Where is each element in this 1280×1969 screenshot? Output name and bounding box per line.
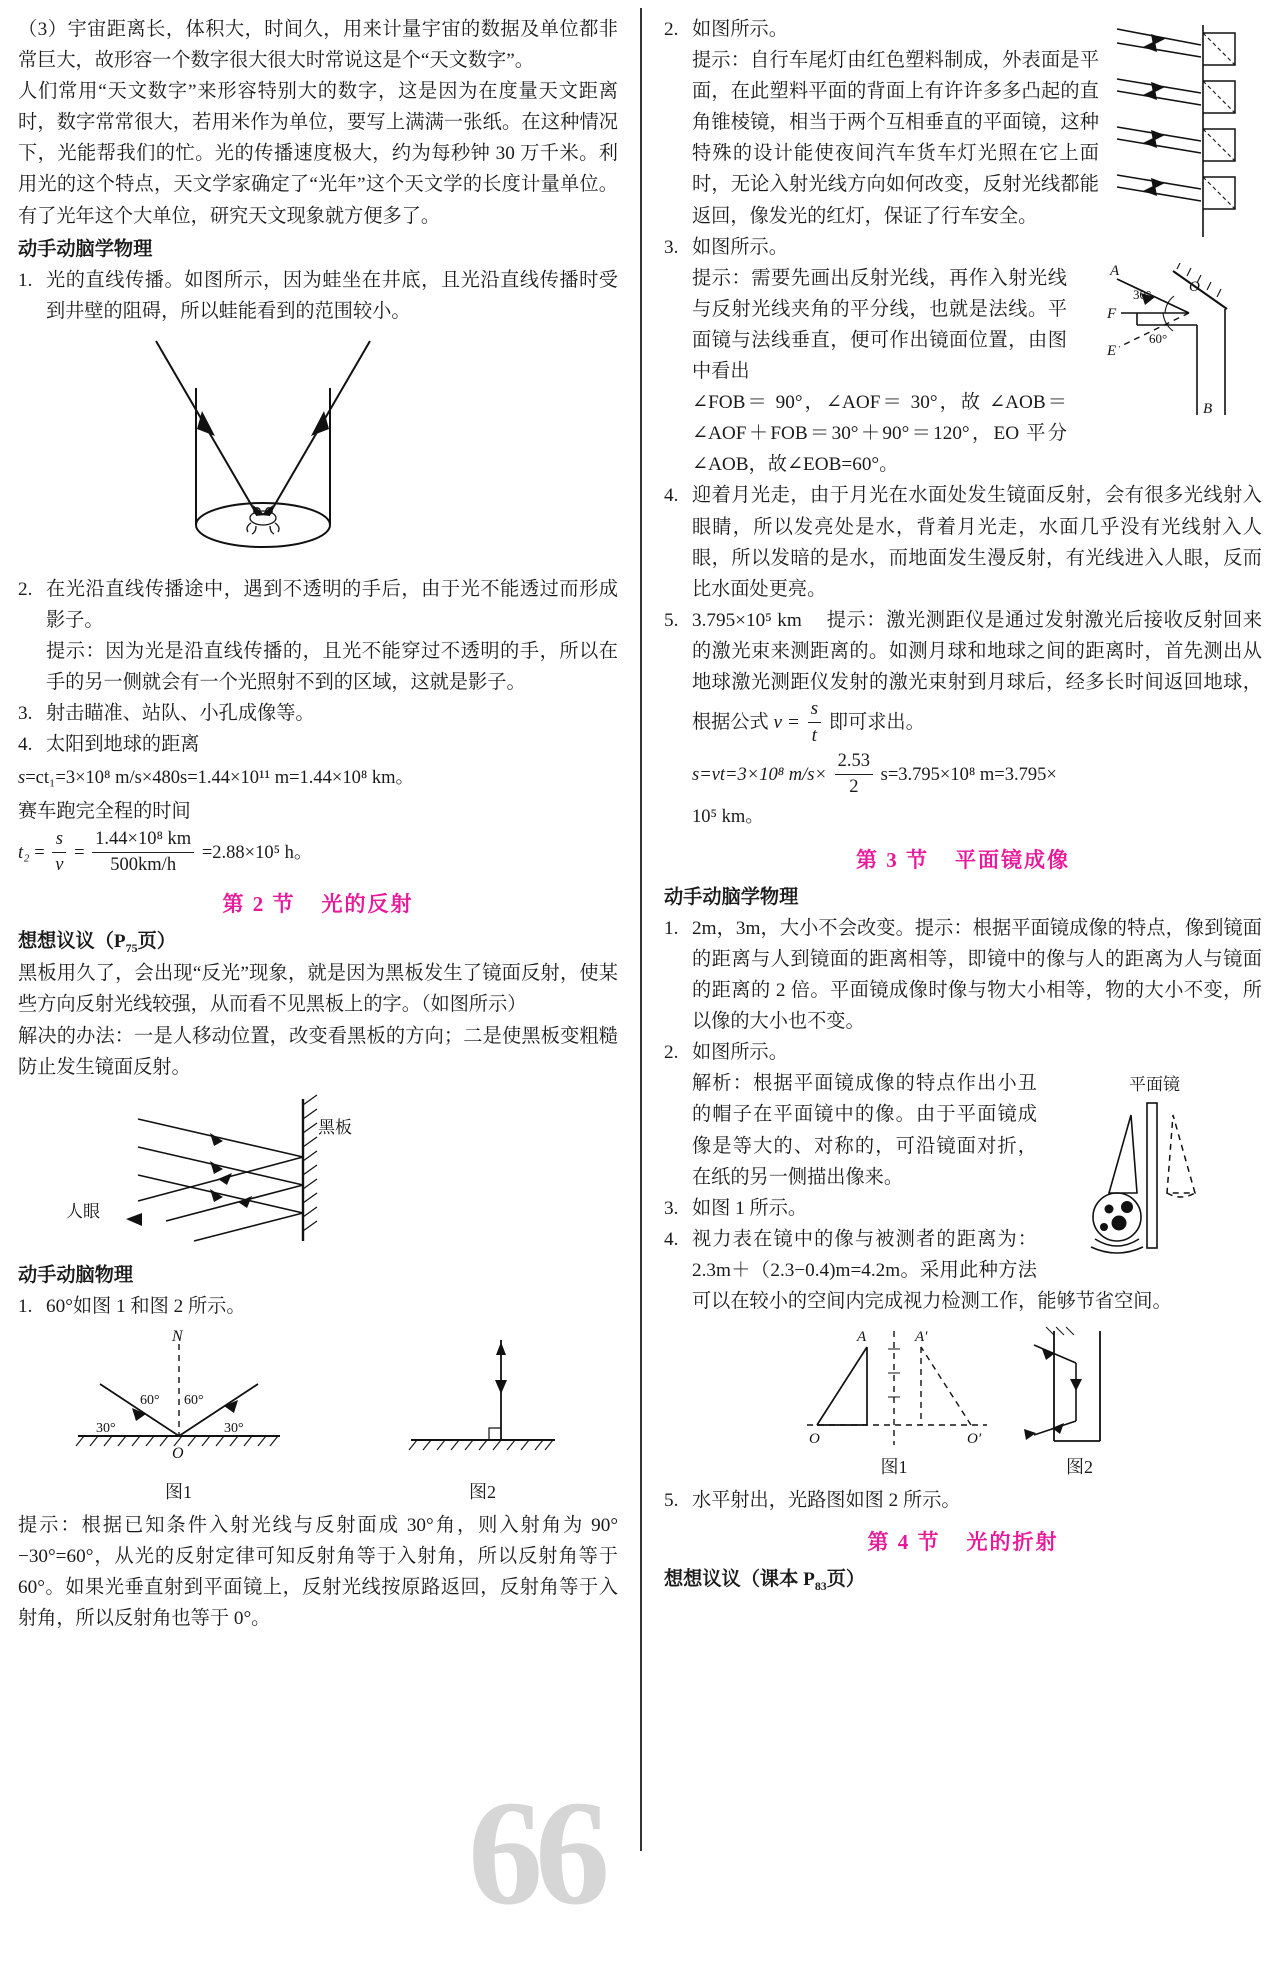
right-s3-item-4-number: 4. [664,1228,679,1250]
left-hd-item-1-number: 1. [18,1295,33,1317]
left-item-2-number: 2. [18,578,33,600]
right-s3-item-4 [664,1224,1262,1317]
right-item-3-hint: 提示：需要先画出反射光线，再作入射光线与反射光线夹角的平分线，也就是法线。平面镜与法线垂直，便可作出镜面位置，由图中看出 [692,267,1067,383]
equation-t2-frac1: $\frac{s}{v}$ [52,828,66,877]
think-page-number-left: 75 [125,941,138,956]
right-item-5-hint: 提示：激光测距仪是通过发射激光后接收反射回来的激光束来测距离的。如测月球和地球之间的距离时，首先测出从地球激光测距仪发射的激光束射到月球后，经多长时间返回地球，根据公式 [692,609,1263,733]
left-item-2-text: 在光沿直线传播途中，遇到不透明的手后，由于光不能透过而形成影子。 [46,578,618,632]
left-item-4 [18,729,618,760]
right-item-4 [664,480,1262,604]
think-page-number-right: 83 [814,1578,827,1593]
right-item-5-equation-tail: 10⁵ km。 [692,807,764,828]
equation-race-time: t₂ = $\frac{s}{v}$ = $\frac{\text{1.44×10⁸ km}}{500km/h}$ =2.88×10⁵ h。 [18,829,618,878]
right-item-3-math: ∠FOB＝ 90°，∠AOF＝ 30°，故 ∠AOB＝∠AOF＋FOB＝30°＋90°＝120°，EO 平分∠AOB，故∠EOB=60°。 [692,392,1067,476]
left-item-3-text: 射击瞄准、站队、小孔成像等。 [46,703,315,725]
left-item-1-number: 1. [18,269,33,291]
figure-2-lightpath [1020,1323,1140,1479]
right-s3-item-2-hint: 解析：根据平面镜成像的特点作出小丑的帽子在平面镜中的像。由于平面镜成像是等大的、对称的，可沿镜面对折，在纸的另一侧描出像来。 [692,1073,1037,1188]
mirror-label: 平面镜 [1129,1075,1180,1095]
right-item-5-value: 3.795×10⁵ km [692,609,802,631]
right-item-5-frac-st: $\frac{s}{t}$ [808,697,821,748]
figure-2-reflection [393,1328,573,1504]
fig1-label-O: O [808,1431,820,1448]
figure-2-caption-right: 图2 [1066,1457,1093,1478]
right-item-2 [664,14,1262,45]
right-s3-item-4-text: 视力表在镜中的像与被测者的距离为：2.3m＋（2.3−0.4)m=4.2m。采用此种方法可以在较小的空间内完成视力检测工作，能够节省空间。 [692,1228,1172,1312]
eye-label-text: 人眼 [66,1201,100,1221]
left-item-4-text: 太阳到地球的距离 [46,734,200,756]
figure-1-reflection [64,1328,294,1504]
fig1-label-O-prime: O′ [966,1431,981,1448]
think-discuss-heading-left: 想想议议（$P_{75}$页） [18,931,176,956]
think-discuss-heading-right: 想想议议（课本 $P_{83}$页） [664,1569,866,1593]
right-item-2-hint: 提示：自行车尾灯由红色塑料制成，外表面是平面，在此塑料平面的背面上有许许多多凸起的直角锥棱镜，相当于两个互相垂直的平面镜，这种特殊的设计能使夜间汽车货车灯光照在它上面时，无论入射光线方向如何改变，反射光线都能返回，像发光的红灯，保证了行车安全。 [692,50,1099,227]
right-s3-item-5-text: 水平射出，光路图如图 2 所示。 [692,1490,961,1512]
right-item-5 [664,605,1262,749]
right-item-5-equation [664,751,1262,800]
equation-sun-rhs: =ct₁=3×10⁸ m/s×480s=1.44×10¹¹ m=1.44×10⁸ km。 [25,767,415,788]
left-item-1 [18,265,618,327]
left-para-4: 人们常用“天文数字”来形容特别大的数字，这是因为在度量天文距离时，数字常常很大，若用米作为单位，要写上满满一张纸。在这种情况下，光能帮我们的忙。光的传播速度极大，约为每秒钟 30 万千米。利用光的这个特点，天文学家确定了“光年”这个天文学的长度计量单位。有了光年这个大单位，研究天文现象就方便多了。 [18,81,618,227]
section-2-prefix: 第 2 节 [222,892,296,917]
figure-1-mirror-image [787,1323,1002,1479]
figure-2-caption: 图2 [469,1481,496,1502]
blackboard-label-text: 黑板 [318,1117,352,1137]
left-para-3: （3）宇宙距离长，体积大，时间久，用来计量宇宙的数据及单位都非常巨大，故形容一个数字很大很大时常说这是个“天文数字”。 [18,19,618,72]
item5-eq-lhs: s=vt=3×10⁸ m/s× [692,764,827,785]
left-item-3-number: 3. [18,703,33,725]
figure-pair-mirror-lightpath [664,1323,1262,1479]
figure-pair-reflection [18,1328,618,1504]
left-hint-final: 提示：根据已知条件入射光线与反射面成 30°角，则入射角为 90°−30°=60°，从光的反射定律可知反射角等于入射角，所以反射角等于 60°。如果光垂直射到平面镜上，反射光线按原路返回，反射角等于入射角，所以反射角也等于 0°。 [18,1514,618,1630]
section-3-prefix: 第 3 节 [856,847,929,872]
item5-eq-frac: $\frac{2.53}{2}$ [835,750,873,799]
fig1-angle-30b: 30° [223,1420,244,1436]
page-number: 66 [468,1770,602,1936]
section-header-2 [18,888,618,918]
right-column [640,0,1280,1969]
fig3-label-A: A [1110,262,1120,279]
equation-sun-lhs: s [18,767,26,788]
right-s3-item-3 [664,1193,1262,1224]
left-racetime-label: 赛车跑完全程的时间 [18,800,191,822]
right-item-5-formula-v: v = [773,711,800,733]
heading-handson-physics-right: 动手动脑学物理 [664,886,799,908]
right-s3-item-2-text: 如图所示。 [692,1042,788,1064]
right-s3-item-1-text: 2m，3m，大小不会改变。提示：根据平面镜成像的特点，像到镜面的距离与人到镜面的距离相等，即镜中的像与人的距离为人与镜面的距离的 2 倍。平面镜成像时像与物大小相等，物的大小不变，所以像的大小也不变。 [692,917,1262,1033]
fig3-label-O: O [1189,278,1200,295]
figure-specular-blackboard [18,1089,618,1254]
figure-1-caption: 图1 [165,1481,192,1502]
fig1-angle-60b: 60° [183,1392,204,1408]
heading-handson-physics: 动手动脑学物理 [18,238,153,260]
right-s3-item-1-number: 1. [664,917,679,939]
equation-t2-lhs: t₂ [18,842,30,863]
right-item-5-number: 5. [664,609,679,631]
right-s3-item-5-number: 5. [664,1490,679,1512]
section-3-title: 平面镜成像 [955,847,1070,872]
right-s3-item-3-number: 3. [664,1197,679,1219]
right-item-4-number: 4. [664,485,679,507]
right-s3-item-3-text: 如图 1 所示。 [692,1197,808,1219]
equation-t2-frac2: $\frac{\text{1.44×10⁸ km}}{500km/h}$ [92,828,194,877]
figure-frog-in-well [18,333,618,568]
heading-handson-physics-2: 动手动脑物理 [18,1264,134,1286]
item5-eq-rhs: s=3.795×10⁸ m=3.795× [880,764,1057,785]
section-2-title: 光的反射 [321,892,414,917]
fig1-label-N: N [171,1327,183,1345]
right-item-3 [664,232,1262,263]
fig1-label-O: O [171,1444,184,1462]
fig3-label-E: E [1107,342,1117,359]
section-header-3 [664,844,1262,874]
fig3-label-B: B [1203,400,1213,417]
right-s3-item-2-number: 2. [664,1042,679,1064]
fig1-label-A-prime: A′ [914,1329,927,1346]
equation-sun-distance [18,763,618,794]
think-discuss-body-left: 黑板用久了，会出现“反光”现象，就是因为黑板发生了镜面反射，使某些方向反射光线较强，从而看不见黑板上的字。（如图所示） [18,963,618,1016]
section-4-prefix: 第 4 节 [867,1530,941,1555]
left-item-1-text: 光的直线传播。如图所示，因为蛙坐在井底，且光沿直线传播时受到井壁的阻碍，所以蛙能看到的范围较小。 [46,269,618,322]
fig3-angle-30: 30° [1133,286,1152,302]
fig3-label-F: F [1107,305,1117,322]
right-s3-item-5 [664,1485,1262,1516]
right-item-4-text: 迎着月光走，由于月光在水面处发生镜面反射，会有很多光线射入眼睛，所以发亮处是水，背着月光走，水面几乎没有光线射入人眼，所以发暗的是水，而地面发生漫反射，有光线进入人眼，反而比水面处更亮。 [692,485,1262,600]
right-item-3-number: 3. [664,236,679,258]
figure-1-caption-right: 图1 [880,1457,908,1478]
fig1-angle-30a: 30° [95,1420,116,1436]
left-item-3 [18,698,618,729]
right-s3-item-1 [664,913,1262,1037]
right-item-2-number: 2. [664,19,679,40]
right-item-3-text: 如图所示。 [692,236,788,258]
left-hd-item-1-text: 60°如图 1 和图 2 所示。 [46,1295,246,1317]
section-header-4 [664,1526,1262,1556]
solution-body-left: 解决的办法：一是人移动位置，改变看黑板的方向；二是使黑板变粗糙防止发生镜面反射。 [18,1025,618,1078]
left-item-4-number: 4. [18,734,33,756]
right-item-5-after: 即可求出。 [828,711,925,733]
fig3-angle-60: 60° [1149,330,1168,346]
section-4-title: 光的折射 [966,1530,1059,1555]
right-item-2-text: 如图所示。 [692,19,788,40]
equation-t2-result: =2.88×10⁵ h。 [201,842,313,863]
left-item-2-hint: 提示：因为光是沿直线传播的，且光不能穿过不透明的手，所以在手的另一侧就会有一个光照射不到的区域，这就是影子。 [46,641,618,694]
left-item-2 [18,574,618,636]
right-s3-item-2 [664,1037,1262,1068]
fig1-angle-60a: 60° [139,1392,160,1408]
fig1-label-A: A [856,1329,866,1346]
left-hd-item-1 [18,1291,618,1322]
